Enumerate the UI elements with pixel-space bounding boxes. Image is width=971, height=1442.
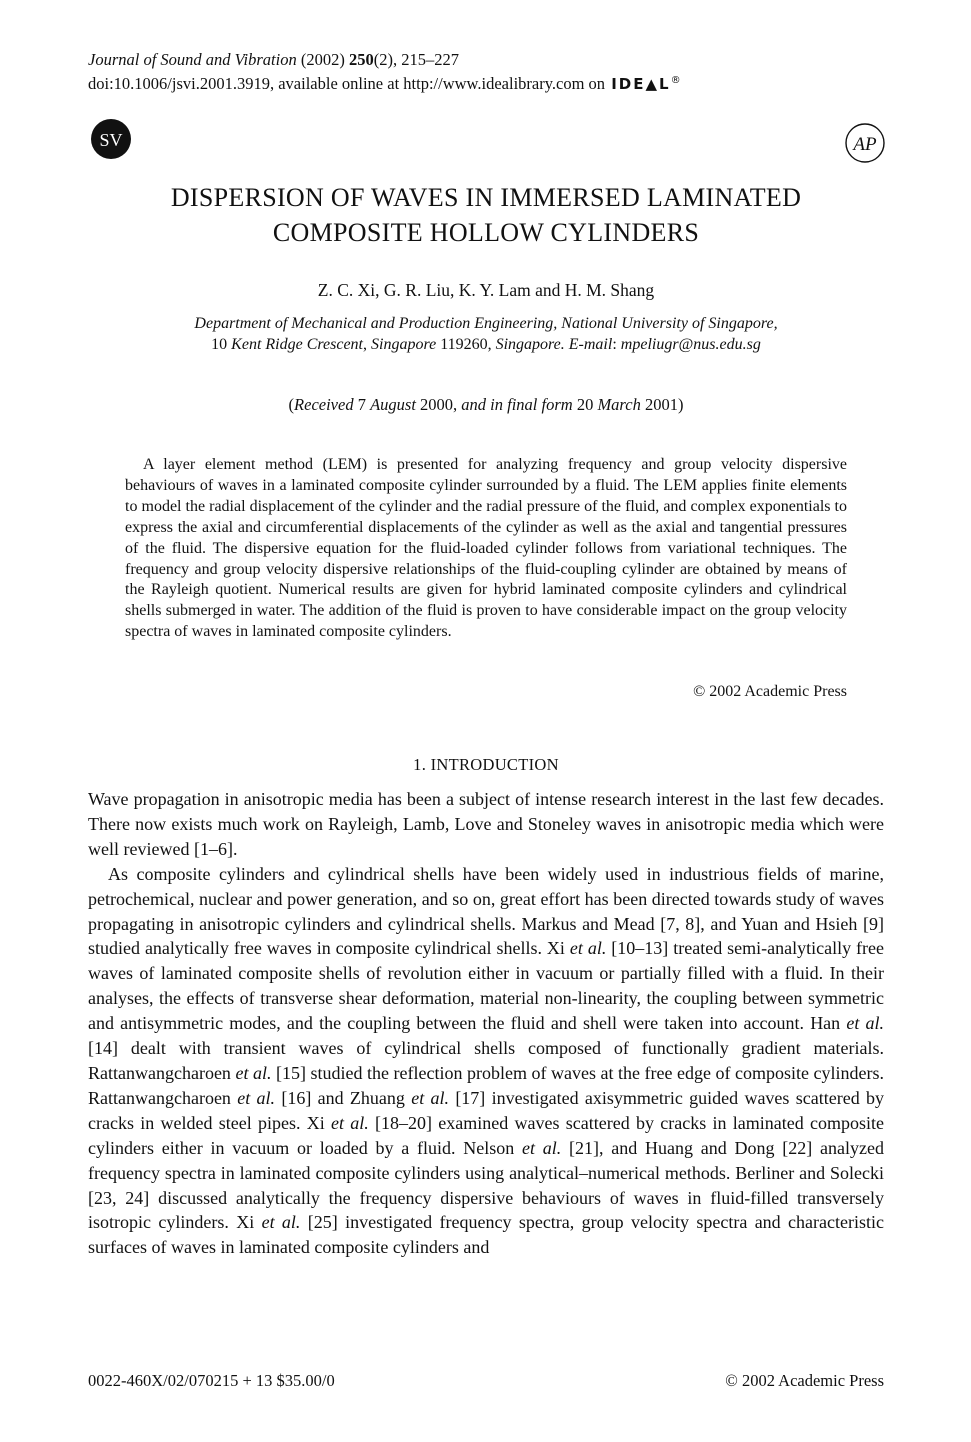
footer-issn: 0022-460X/02/070215 + 13 $35.00/0 — [88, 1371, 335, 1390]
et-al-7: et al. — [522, 1137, 562, 1158]
received-month: August — [370, 395, 416, 414]
journal-volume: 250 — [348, 50, 374, 69]
et-al-4: et al. — [237, 1087, 276, 1108]
authors: Z. C. Xi, G. R. Liu, K. Y. Lam and H. M. Shang — [317, 280, 655, 300]
received-dates — [88, 394, 884, 416]
journal-citation-line — [88, 49, 681, 70]
affiliation — [88, 313, 884, 355]
final-form-month: March — [597, 395, 641, 414]
body-text — [88, 787, 884, 1260]
title-line-2: COMPOSITE HOLLOW CYLINDERS — [272, 218, 700, 247]
ap-logo-text: AP — [853, 134, 877, 155]
p2-segment-f: [17] investigated axisymmetric guided waves scattered by cracks in welded steel pipes. Xi — [88, 1087, 884, 1133]
et-al-3: et al. — [235, 1062, 272, 1083]
final-form-day: 20 — [572, 395, 598, 414]
et-al-5: et al. — [411, 1087, 450, 1108]
title-line-1: DISPERSION OF WAVES IN IMMERSED LAMINATED — [170, 183, 802, 212]
journal-issue-pages: (2), 215–227 — [373, 50, 459, 69]
affiliation-street: Kent Ridge Crescent — [231, 336, 363, 353]
affiliation-postcode: 119260, — [436, 336, 496, 353]
sv-logo-text: SV — [99, 130, 123, 150]
received-open: ( — [288, 395, 295, 414]
p2-segment-b: [10–13] treated semi-analytically free waves of laminated composite shells of revolution either in vacuum or partially filled with a fluid. In their analyses, the effects of transverse shear deformation, material non-linearity, the coupling between symmetric and antisymmetric modes, and the coupling between the fluid and shell were taken into account. Han — [88, 938, 885, 1034]
abstract-copyright: © 2002 Academic Press — [693, 683, 847, 700]
et-al-2: et al. — [846, 1013, 884, 1034]
p2-segment-h: [21], and Huang and Dong [22] analyzed frequency spectra in laminated composite cylinders using analytical–numerical methods. Berliner and Solecki [23, 24] discussed analytically the frequency dispersive behaviours of waves in fluid-filled transversely isotropic cylinders. Xi — [88, 1137, 885, 1233]
p2-segment-a: As composite cylinders and cylindrical shells have been widely used in industrious fields of marine, petrochemical, nuclear and power generation, and so on, great effort has been directed towards study of waves propagating in anisotropic cylinders and cylindrical shells. Markus and Mead [7, 8], and Yuan and Hsieh [9] studied analytically free waves in composite cylindrical shells. Xi — [88, 863, 884, 959]
received-year: 2000, — [415, 395, 462, 414]
journal-year: (2002) — [300, 50, 345, 69]
et-al-6: et al. — [331, 1112, 369, 1133]
p2-segment-i: [25] investigated frequency spectra, group velocity spectra and characteristic surfaces of waves in laminated composite cylinders and — [88, 1212, 884, 1258]
received-day: 7 — [353, 395, 371, 414]
ap-publisher-logo — [844, 122, 886, 164]
affiliation-city: Singapore — [371, 336, 437, 353]
received-label: Received — [294, 395, 354, 414]
doi-line — [88, 70, 681, 95]
affiliation-number: 10 — [211, 336, 232, 353]
sv-publisher-logo — [90, 118, 132, 160]
p2-segment-g: [18–20] examined waves scattered by cracks in laminated composite cylinders either in vacuum or loaded by a fluid. Nelson — [88, 1112, 884, 1158]
et-al-8: et al. — [261, 1212, 301, 1233]
affiliation-line-2 — [88, 334, 884, 355]
abstract: A layer element method (LEM) is presented for analyzing frequency and group velocity dispersive behaviours of waves in a laminated composite cylinder surrounded by a fluid. The LEM applies finite elements to model the radial displacement of the cylinder and the radial pressure of the fluid, and complex exponentials to express the axial and circumferential displacements of the cylinder as well as the axial and tangential pressures of the fluid. The dispersive equation for the fluid-loaded cylinder follows from variational techniques. The frequency and group velocity dispersive relationships of the fluid-coupling cylinder are obtained by means of the Rayleigh quotient. Numerical results are given for hybrid laminated composite cylinders and cylindrical shells submerged in water. The addition of the fluid is proven to have considerable impact on the group velocity spectra of waves in laminated composite cylinders. — [125, 456, 847, 641]
p2-segment-e: [16] and Zhuang — [275, 1087, 412, 1108]
journal-header — [88, 49, 681, 95]
affiliation-email: mpeliugr@nus.edu.sg — [620, 336, 761, 353]
section-heading-introduction: 1. INTRODUCTION — [413, 755, 559, 774]
journal-name: Journal of Sound and Vibration — [88, 50, 297, 69]
final-form-year: 2001) — [640, 395, 684, 414]
p2-segment-d: [15] studied the reflection problem of waves at the free edge of composite cylinders. Rattanwangcharoen — [88, 1062, 885, 1108]
paragraph-1: Wave propagation in anisotropic media has been a subject of intense research interest in the last few decades. There now exists much work on Rayleigh, Lamb, Love and Stoneley waves in anisotropic media which were well reviewed [1–6]. — [88, 789, 884, 859]
affiliation-line-1: Department of Mechanical and Production Engineering, National University of Singapore, — [194, 315, 778, 332]
paper-title — [88, 180, 884, 250]
ideal-logo-text: IDE▲L — [611, 75, 671, 93]
paragraph-2 — [88, 862, 884, 1261]
ideal-logo — [611, 70, 680, 95]
et-al-1: et al. — [569, 938, 607, 959]
affiliation-colon: : — [612, 336, 621, 353]
footer-copyright: © 2002 Academic Press — [725, 1371, 884, 1390]
affiliation-country-email-label: Singapore. E-mail — [495, 336, 613, 353]
p2-segment-c: [14] dealt with transient waves of cylindrical shells composed of functionally gradient materials. Rattanwangcharoen — [88, 1038, 884, 1083]
ideal-logo-reg: ® — [670, 75, 681, 86]
affiliation-sep: , — [363, 336, 371, 353]
doi-text: doi:10.1006/jsvi.2001.3919, available online at http://www.idealibrary.com on — [88, 74, 606, 93]
final-form-label: and in final form — [461, 395, 573, 414]
